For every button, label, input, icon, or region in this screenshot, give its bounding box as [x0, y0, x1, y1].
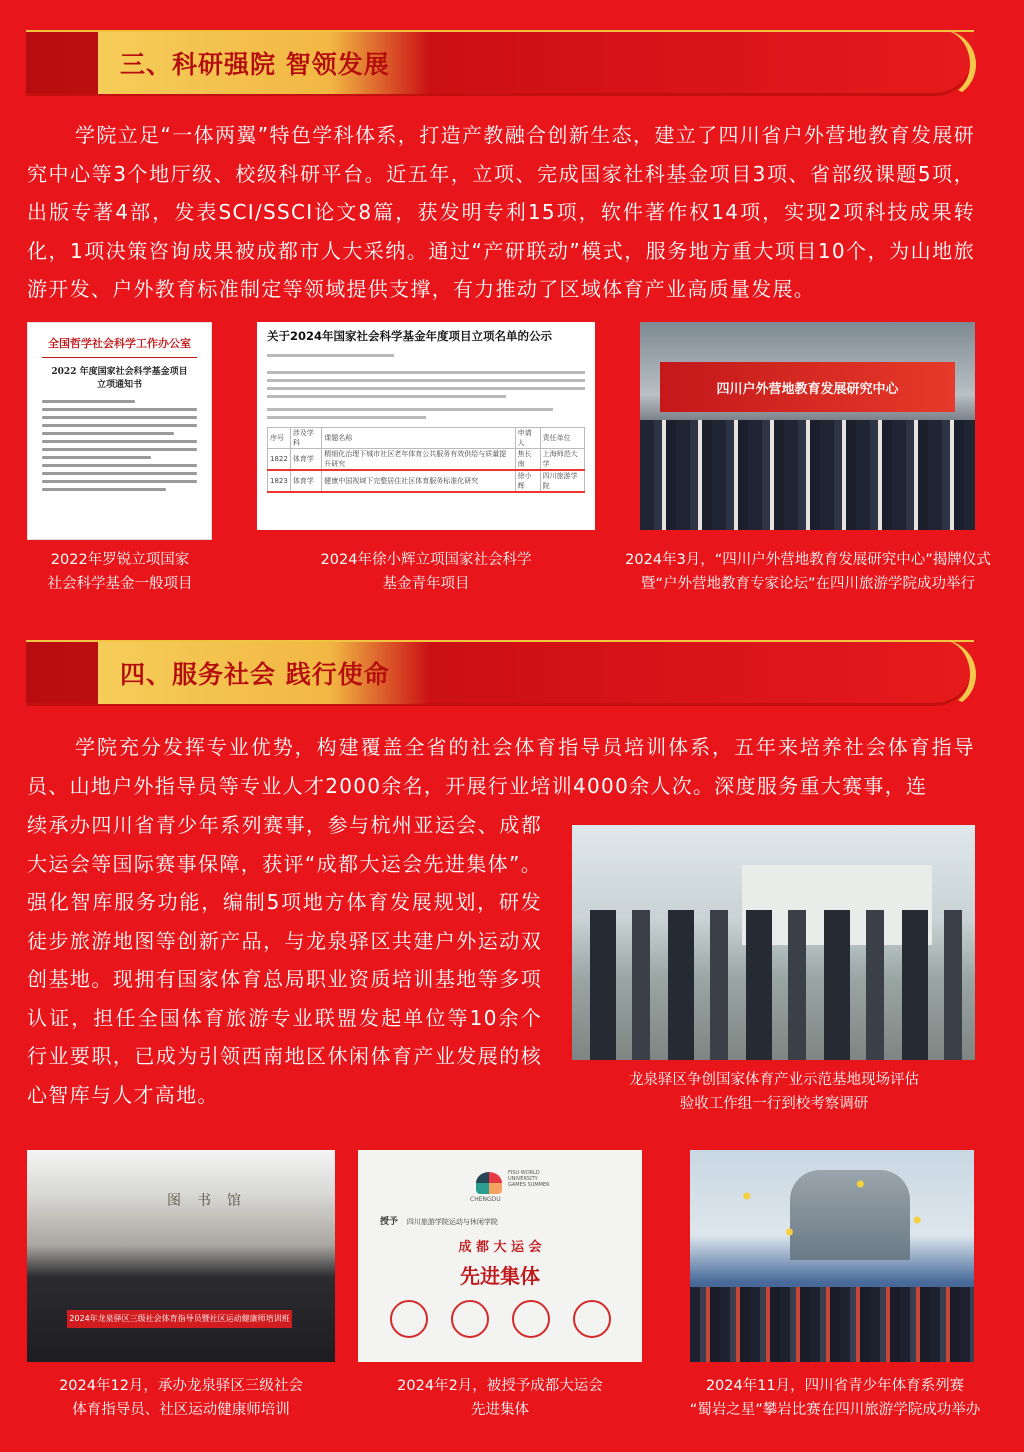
- unveiling-group-photo: [640, 322, 975, 530]
- climbing-event-photo: [690, 1150, 974, 1362]
- universiade-brand: FISU WORLD UNIVERSITY GAMES SUMMER: [508, 1170, 550, 1188]
- caption-unveiling: 2024年3月，“四川户外营地教育发展研究中心”揭牌仪式 暨“户外营地教育专家论坛”在四川旅游学院成功举行: [625, 552, 991, 592]
- table-row-highlighted: 1823 体育学 健康中国视域下完整居住社区体育服务标准化研究 徐小辉 四川旅游学院: [268, 470, 585, 492]
- training-banner: 2024年龙泉驿区三级社会体育指导员暨社区运动健康师培训班: [67, 1310, 292, 1328]
- announcement-table: [267, 427, 585, 493]
- confetti: [690, 1160, 974, 1280]
- caption-announcement: 2024年徐小辉立项国家社会科学 基金青年项目: [320, 552, 532, 592]
- seal-icons: [378, 1300, 622, 1338]
- caption-training: 2024年12月，承办龙泉驿区三级社会 体育指导员、社区运动健康师培训: [59, 1378, 303, 1418]
- table-head-cell: 责任单位: [540, 428, 584, 449]
- universiade-city: CHENGDU: [470, 1196, 501, 1203]
- doc-rule: [42, 357, 197, 358]
- doc-subtitle: 立项通知书: [96, 380, 142, 390]
- doc-header: 全国哲学社会科学工作办公室: [48, 337, 191, 350]
- inspection-photo: [572, 825, 975, 1060]
- library-sign: 图书馆: [167, 1193, 257, 1209]
- section4-body-left: 续承办四川省青少年系列赛事，参与杭州亚运会、成都大运会等国际赛事保障，获评“成都大运会先进集体”。强化智库服务功能，编制5项地方体育发展规划，研发徒步旅游地图等创新产品，与龙泉驿区共建户外运动双创基地。现拥有国家体育总局职业资质培训基地等多项认证，担任全国体育旅游专业联盟发起单位等10余个行业要职，已成为引领西南地区休闲体育产业发展的核心智库与人才高地。: [27, 813, 542, 1107]
- certificate-line2: 先进集体: [460, 1264, 540, 1288]
- announcement-text-lines: [267, 354, 585, 419]
- section4-banner: [26, 640, 974, 706]
- caption-certificate: 2024年2月，被授予成都大运会 先进集体: [397, 1378, 603, 1418]
- announcement-screenshot: [257, 322, 595, 530]
- caption-grant-notice: 2022年罗锐立项国家 社会科学基金一般项目: [47, 552, 193, 592]
- section4-body-top: 学院充分发挥专业优势，构建覆盖全省的社会体育指导员培训体系，五年来培养社会体育指导员、山地户外指导员等专业人才2000余名，开展行业培训4000余人次。深度服务重大赛事，连: [27, 735, 975, 798]
- grant-notice-photo: [27, 322, 212, 540]
- seal-icon: [451, 1300, 489, 1338]
- table-head-cell: 申请人: [515, 428, 540, 449]
- doc-text-lines: [42, 400, 197, 491]
- caption-climbing: 2024年11月，四川省青少年体育系列赛 “蜀岩之星”攀岩比赛在四川旅游学院成功举办: [689, 1378, 981, 1418]
- crowd: [640, 420, 975, 530]
- people-group: [572, 910, 975, 1060]
- doc-title: 2022 年度国家社会科学基金项目: [51, 367, 188, 377]
- table-row: 1822 体育学 精细化治理下城市社区老年体育公共服务有效供给与质量提升研究 焦长南 上海师范大学: [268, 449, 585, 471]
- section4-title: 四、服务社会 践行使命: [98, 642, 430, 704]
- seal-icon: [573, 1300, 611, 1338]
- crowd: [690, 1287, 974, 1362]
- caption-inspection: 龙泉驿区争创国家体育产业示范基地现场评估 验收工作组一行到校考察调研: [629, 1072, 919, 1112]
- seal-icon: [512, 1300, 550, 1338]
- section3-title: 三、科研强院 智领发展: [98, 32, 430, 94]
- event-banner: 四川户外营地教育发展研究中心: [660, 362, 955, 412]
- universiade-logo: [476, 1172, 502, 1194]
- seal-icon: [390, 1300, 428, 1338]
- certificate-line1: 成 都 大 运 会: [458, 1240, 542, 1255]
- section3-banner: [26, 30, 974, 96]
- certificate-grant-row: 授予 四川旅游学院运动与休闲学院: [380, 1217, 498, 1227]
- section3-body: 学院立足“一体两翼”特色学科体系，打造产教融合创新生态，建立了四川省户外营地教育发展研究中心等3个地厅级、校级科研平台。近五年，立项、完成国家社科基金项目3项、省部级课题5项，出版专著4部，发表SCI/SSCI论文8篇，获发明专利15项，软件著作权14项，实现2项科技成果转化，1项决策咨询成果被成都市人大采纳。通过“产研联动”模式，服务地方重大项目10个，为山地旅游开发、户外教育标准制定等领域提供支撑，有力推动了区域体育产业高质量发展。: [27, 123, 975, 301]
- table-head-cell: 涉及学科: [290, 428, 321, 449]
- training-group-photo: [27, 1150, 335, 1362]
- table-head-cell: 序号: [268, 428, 291, 449]
- announcement-title: 关于2024年国家社会科学基金年度项目立项名单的公示: [267, 329, 553, 343]
- table-head-cell: 课题名称: [322, 428, 515, 449]
- certificate-photo: [358, 1150, 642, 1362]
